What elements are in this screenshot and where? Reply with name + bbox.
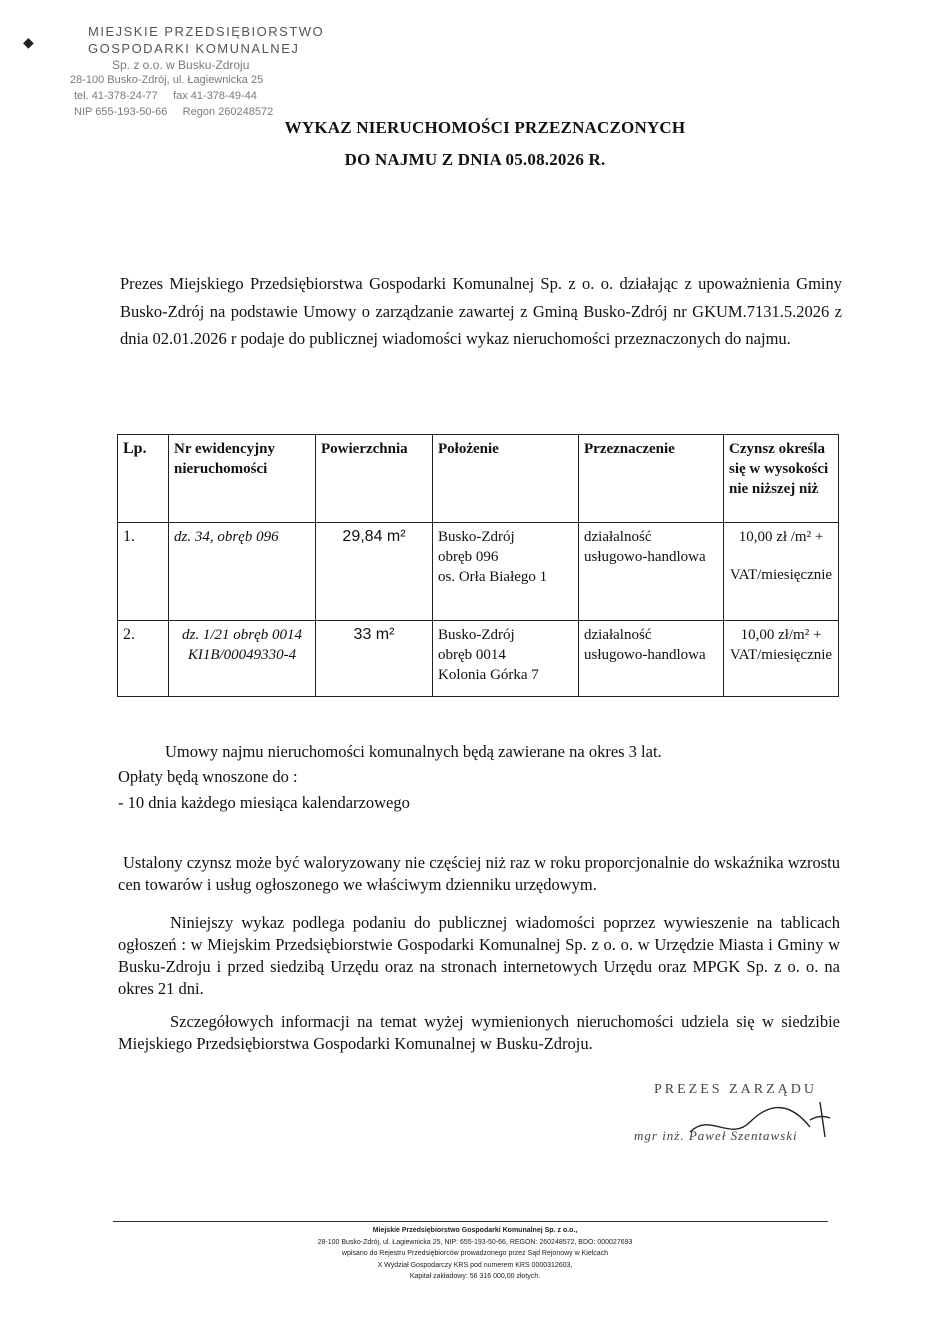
header-purpose: Przeznaczenie: [579, 435, 724, 523]
cell-purpose: [579, 621, 724, 697]
terms-line-2: Opłaty będą wnoszone do :: [118, 767, 298, 786]
cell-nr-line: dz. 34, obręb 096: [174, 529, 279, 545]
valorization-paragraph: Ustalony czynsz może być waloryzowany nie częściej niż raz w roku proporcjonalnie do wskaźnika wzrostu cen towarów i usług ogłoszonego we właściwym dzienniku urzędowym.: [118, 853, 840, 894]
stamp-line-5: [74, 90, 257, 102]
cell-lp: 1.: [118, 523, 169, 621]
stamp-line-4: 28-100 Busko-Zdrój, ul. Łagiewnicka 25: [70, 74, 264, 86]
cell-location-line: os. Orła Białego 1: [438, 569, 548, 585]
header-location: Położenie: [433, 435, 579, 523]
cell-location-line: obręb 096: [438, 549, 499, 565]
cell-location-line: Busko-Zdrój: [438, 529, 515, 545]
signature-title: PREZES ZARZĄDU: [654, 1082, 817, 1097]
cell-lp: 2.: [118, 621, 169, 697]
footer-line-3: wpisano do Rejestru Przedsiębiorców prowadzonego przez Sąd Rejonowy w Kielcach: [341, 1250, 609, 1258]
stamp-line-1: MIEJSKIE PRZEDSIĘBIORSTWO: [88, 24, 325, 39]
cell-rent: [724, 523, 839, 621]
cell-area: 29,84 m²: [316, 523, 433, 621]
table-row: [118, 621, 839, 697]
stamp-line-3: Sp. z o.o. w Busku-Zdroju: [112, 58, 250, 72]
stamp-tel: tel. 41-378-24-77: [74, 90, 158, 102]
header-area: Powierzchnia: [316, 435, 433, 523]
table-row: [118, 523, 839, 621]
terms-line-1: Umowy najmu nieruchomości komunalnych będą zawierane na okres 3 lat.: [165, 742, 662, 761]
cell-location-line: Busko-Zdrój: [438, 627, 515, 643]
stamp-regon: Regon 260248572: [182, 106, 274, 118]
stamp-line-2: GOSPODARKI KOMUNALNEJ: [88, 41, 300, 56]
signature-block: [630, 1082, 850, 1162]
cell-area: 33 m²: [316, 621, 433, 697]
cell-location: [433, 523, 579, 621]
cell-rent-line: 10,00 zł/m² +: [740, 627, 822, 643]
cell-rent: [724, 621, 839, 697]
stamp-line-6: [74, 106, 273, 118]
publication-paragraph: Niniejszy wykaz podlega podaniu do publicznej wiadomości poprzez wywieszenie na tablicach ogłoszeń : w Miejskim Przedsiębiorstwie Gospodarki Komunalnej Sp. z o. o. w Urzędzie Miasta i Gminy w Busku-Zdroju i przed siedzibą Urzędu oraz na stronach internetowych Urzędu oraz MPGK Sp. z o. o. na okres 21 dni.: [118, 913, 840, 998]
cell-location-line: obręb 0014: [438, 647, 506, 663]
cell-purpose-line: działalność: [584, 529, 652, 545]
properties-table: [117, 434, 839, 697]
stamp-mark-icon: ◆: [23, 34, 34, 50]
cell-location: [433, 621, 579, 697]
footer-line-2: 28-100 Busko-Zdrój, ul. Łagiewnicka 25, NIP: 655-193-50-66, REGON: 260248572, BDO: 000027693: [317, 1238, 633, 1246]
footer-divider: [113, 1221, 828, 1222]
cell-nr-line: dz. 1/21 obręb 0014: [182, 627, 302, 643]
cell-nr: [169, 621, 316, 697]
footer-line-1: Miejskie Przedsiębiorstwo Gospodarki Komunalnej Sp. z o.o.,: [372, 1227, 578, 1234]
cell-purpose-line: działalność: [584, 627, 652, 643]
header-nr: Nr ewidencyjny nieruchomości: [169, 435, 316, 523]
footer-line-5: Kapitał zakładowy: 56 316 000,00 złotych.: [409, 1273, 541, 1281]
cell-rent-line: VAT/miesięcznie: [729, 567, 833, 583]
header-rent: Czynsz określa się w wysokości nie niższej niż: [724, 435, 839, 523]
signature-name: mgr inż. Paweł Szentawski: [634, 1128, 798, 1143]
stamp-fax: fax 41-378-49-44: [173, 90, 257, 102]
stamp-nip: NIP 655-193-50-66: [74, 106, 168, 118]
footer: [200, 1225, 750, 1283]
cell-rent-line: 10,00 zł /m² +: [738, 529, 824, 545]
terms-line-3: - 10 dnia każdego miesiąca kalendarzowego: [118, 793, 410, 812]
cell-location-line: Kolonia Górka 7: [438, 667, 539, 683]
information-paragraph: Szczegółowych informacji na temat wyżej wymienionych nieruchomości udziela się w siedzibie Miejskiego Przedsiębiorstwa Gospodarki Komunalnej w Busku-Zdroju.: [118, 1012, 840, 1053]
cell-nr: [169, 523, 316, 621]
document-title-line-1: WYKAZ NIERUCHOMOŚCI PRZEZNACZONYCH: [284, 118, 686, 137]
cell-purpose-line: usługowo-handlowa: [584, 647, 706, 663]
cell-purpose-line: usługowo-handlowa: [584, 549, 706, 565]
footer-line-4: X Wydział Gospodarczy KRS pod numerem KRS 0000312603,: [377, 1261, 573, 1269]
intro-paragraph: Prezes Miejskiego Przedsiębiorstwa Gospodarki Komunalnej Sp. z o. o. działając z upoważnienia Gminy Busko-Zdrój na podstawie Umowy o zarządzanie zawartej z Gminą Busko-Zdrój nr GKUM.7131.5.2026 z dnia 02.01.2026 r podaje do publicznej wiadomości wykaz nieruchomości przeznaczonych do najmu.: [120, 274, 842, 348]
cell-purpose: [579, 523, 724, 621]
header-lp: Lp.: [118, 435, 169, 523]
cell-rent-line: VAT/miesięcznie: [729, 647, 833, 663]
document-title-line-2: DO NAJMU Z DNIA 05.08.2026 R.: [344, 150, 606, 169]
table-header-row: [118, 435, 839, 523]
cell-nr-line-2: KI1B/00049330-4: [187, 647, 297, 663]
